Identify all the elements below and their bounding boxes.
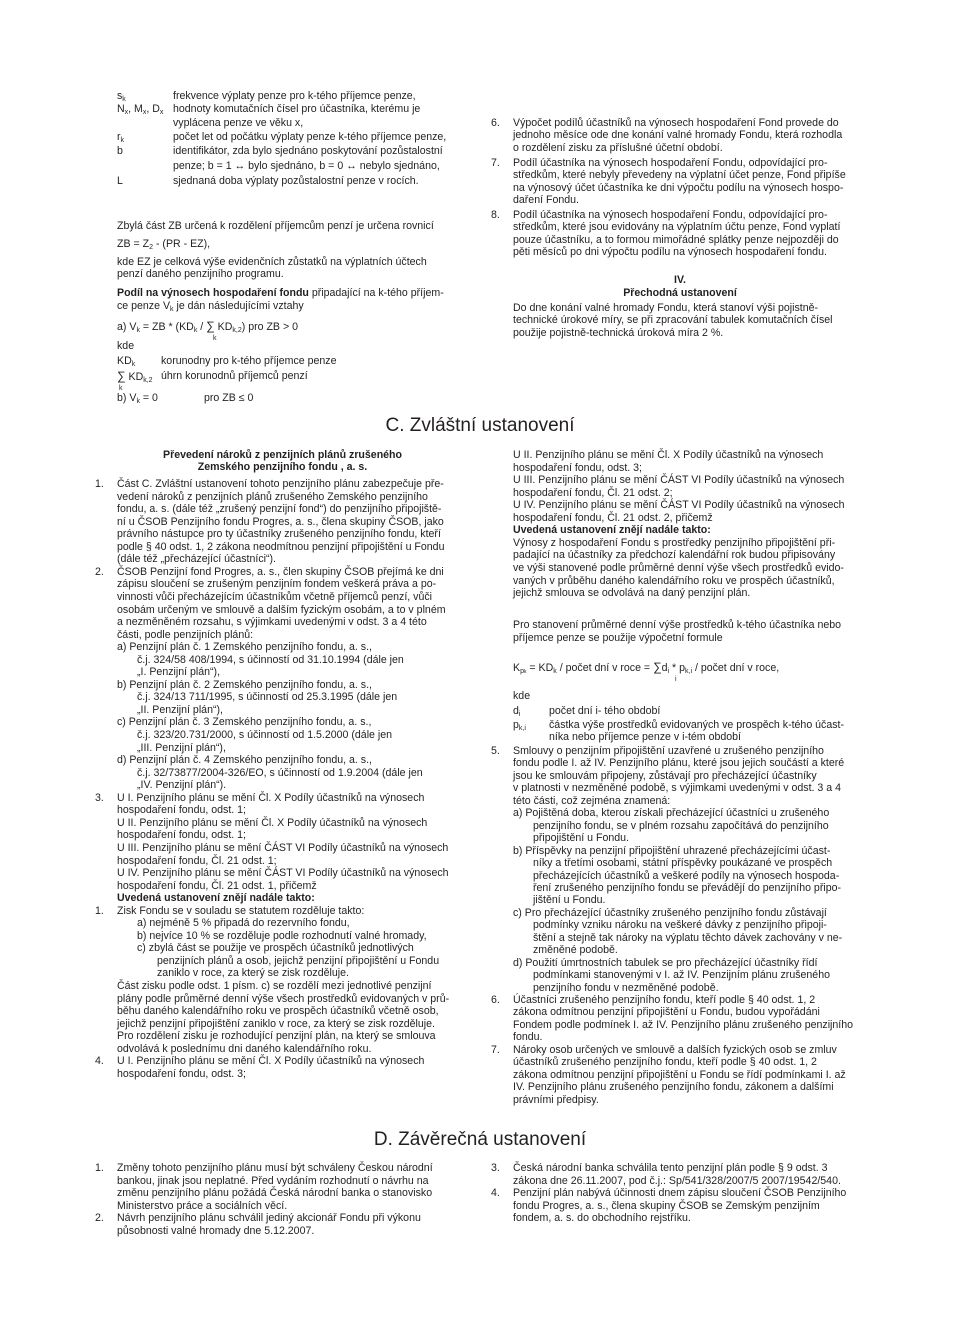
item-number: 2. <box>95 565 104 578</box>
symbol-definition-2: vyplácena penze ve věku x, <box>173 117 304 129</box>
zb-equation: ZB = $Z_2 - (PR - EZ)$, <box>117 238 211 251</box>
text-line: b) Příspěvky na penzijní připojištění uhrazené přecházejícími účast- <box>513 844 831 857</box>
symbol-1: $N_x$, $M_x$, $D_x$ <box>117 103 164 116</box>
text-line: ve výši stanovené podle průměrné denní výše všech prostředků evido- <box>513 561 844 574</box>
text-line: U II. Penzijního plánu se mění Čl. X Podíly účastníků na výnosech <box>513 449 824 461</box>
text-line: Fondem podle podmínek I. až IV. Penzijního plánu zrušeného penzijního <box>513 1018 854 1031</box>
text-line: U I. Penzijního plánu se mění Čl. X Podíly účastníků na výnosech <box>117 791 425 804</box>
sum-definition: úhrn korunodnů příjemců penzí <box>161 370 308 382</box>
text-line: jsou ke smlouvám připojeny, zůstávají pro přecházející účastníky <box>513 769 817 782</box>
text-line: jejichž penzijní připojištění zaniklo v roce, za který se zisk rozděluje. <box>117 1017 435 1030</box>
text-line: podmínky vzniku nároku na veškeré dávky z penzijního připoji- <box>533 919 827 932</box>
symbol-definition-6: sjednaná doba výplaty pozůstalostní penze v rocích. <box>173 175 419 187</box>
symbol-0: $s_k$ <box>117 90 126 103</box>
text-line: vaných v průběhu daného kalendářního roku ve prospěch účastníků, <box>513 574 835 587</box>
item-number: 3. <box>491 1162 500 1174</box>
subheading: Uvedená ustanovení znějí nadále takto: <box>117 892 315 905</box>
text-line: fondu Progres, a. s., člena skupiny ČSOB se Zemským penzijním <box>513 1199 820 1212</box>
text-line: a) Pojištěná doba, kterou získali přecházející účastníci u zrušeného <box>513 807 830 820</box>
text-line: ČSOB Penzijní fond Progres, a. s., člen skupiny ČSOB přejímá ke dni <box>117 565 444 578</box>
text-line: U IV. Penzijního plánu se mění ČÁST VI Podíly účastníků na výnosech <box>117 867 449 880</box>
text-line: změněné podobě. <box>533 944 618 957</box>
text-line: (dále též „přecházející účastníci“). <box>117 553 276 566</box>
sum-index: k <box>119 385 123 392</box>
text-line: vedení nároků z penzijních plánů zrušeného Zemského penzijního <box>117 490 428 503</box>
text-line: právního nástupce pro ty účastníky zrušeného penzijního fondu, kteří <box>117 528 441 541</box>
text-line: Účastníci zrušeného penzijního fondu, kteří podle § 40 odst. 1, 2 <box>513 994 816 1006</box>
text-line: plány podle průměrné denní výše všech prostředků evidovaných v prů- <box>117 992 450 1005</box>
item-number: 6. <box>491 117 500 129</box>
equation-a: a) $V_k$ = ZB * ($KD_k$ / ∑ $KD_{k,2}$) pro ZB > 0 <box>117 319 298 334</box>
text-line: této části, což zejména znamená: <box>513 794 671 807</box>
item-number: 8. <box>491 209 500 221</box>
text-line: Výnosy z hospodaření Fondu s prostředky penzijního připojištění při- <box>513 536 836 549</box>
definition-text: částka výše prostředků evidovaných ve prospěch k-tého účast- <box>549 719 845 731</box>
definition-text: počet dní i- tého období <box>549 705 661 717</box>
item-number: 2. <box>95 1212 104 1225</box>
text-line: fondu. <box>513 1031 543 1044</box>
text-line: fondem, a. s. do obchodního rejstříku. <box>513 1212 691 1225</box>
item-number: 1. <box>95 904 104 917</box>
equation-b-condition: pro ZB ≤ 0 <box>204 392 254 404</box>
text-line: v platnosti v nezměněné podobě, s výjimkami uvedenými v odst. 3 a 4 <box>513 782 841 795</box>
section-c-subtitle-2: Zemského penzijního fondu , a. s. <box>197 461 368 473</box>
text-line: podmínkami stanovenými v I. až IV. Penzijním plánu zrušeného <box>533 969 830 982</box>
text-line: přecházejících účastníků a veškeré podíly na výnosech hospoda- <box>533 869 840 882</box>
symbol-4: b <box>117 145 123 157</box>
section-iv-title: Přechodná ustanovení <box>623 287 737 299</box>
formula-index: i <box>675 676 677 683</box>
text-line: hospodaření fondu, odst. 1; <box>117 829 246 842</box>
section-c-subtitle-1: Převedení nároků z penzijních plánů zrušeného <box>163 449 402 461</box>
text-line: jištění u Fondu. <box>533 894 606 907</box>
kde-label: kde <box>117 340 135 352</box>
symbol-definition-0: frekvence výplaty penze pro k-tého příjemce penze, <box>173 90 416 102</box>
item-number: 1. <box>95 478 104 490</box>
text-line: padající na účastníky za předchozí kalendářní rok budou připisovány <box>513 549 836 562</box>
subheading: Uvedená ustanovení znějí nadále takto: <box>513 524 711 537</box>
text-line: b) nejvíce 10 % se rozděluje podle rozhodnutí valné hromady, <box>137 929 427 942</box>
text-line: Část zisku podle odst. 1 písm. c) se rozdělí mezi jednotlivé penzijní <box>117 980 432 992</box>
text-line: hospodaření fondu, Čl. 21 odst. 2; <box>513 486 673 499</box>
text-line: Návrh penzijního plánu schválil jediný akcionář Fondu při výkonu <box>117 1212 421 1225</box>
text-line: vinnosti vůči přecházejícím účastníkům včetně příjemců penzí, vůči <box>117 590 433 603</box>
podil-heading: Podíl na výnosech hospodaření fondu připadající na k-tého příjem- <box>117 287 444 299</box>
item-number: 7. <box>491 157 500 169</box>
text-line: podle § 40 odst. 1, 2 zákona neodmítnou penzijní připojištění u Fondu <box>117 540 445 553</box>
text-line: U II. Penzijního plánu se mění Čl. X Podíly účastníků na výnosech <box>117 816 428 829</box>
ez-text-2: penzí daného penzijního programu. <box>117 268 284 280</box>
text-line: běhu daného kalendářního roku ve prospěch účastníků včetně osob, <box>117 1005 439 1018</box>
text-line: U IV. Penzijního plánu se mění ČÁST VI Podíly účastníků na výnosech <box>513 499 845 512</box>
text-line: a) Penzijní plán č. 1 Zemského penzijního fondu, a. s., <box>117 641 372 654</box>
text-line: zaniklo v roce, za který se zisk rozděluje. <box>157 967 349 980</box>
text-line: hospodaření fondu, Čl. 21 odst. 1, přičemž <box>117 879 317 892</box>
text-line: pouze účastníku, a to formou mimořádné splátky penze nejpozději do <box>513 233 839 246</box>
text-line: U I. Penzijního plánu se mění Čl. X Podíly účastníků na výnosech <box>117 1055 425 1068</box>
symbol-definition-1: hodnoty komutačních čísel pro účastníka, kterému je <box>173 103 421 115</box>
text-line: Podíl účastníka na výnosech hospodaření Fondu, odpovídající pro- <box>513 157 828 169</box>
item-number: 3. <box>95 791 104 804</box>
kde-label-2: kde <box>513 690 531 702</box>
text-line: níky a třetími osobami, státní příspěvky poukázané ve prospěch <box>533 857 833 870</box>
text-line: zákona dne 26.11.2007, pod č.j.: Sp/541/328/2007/5 2007/19542/540. <box>513 1174 841 1187</box>
section-d-title: D. Závěrečná ustanovení <box>373 1129 587 1150</box>
text-line: „II. Penzijní plán“), <box>137 703 223 716</box>
kd-symbol: $KD_k$ <box>117 355 136 368</box>
text-line: d) Použití úmrtnostních tabulek se pro přecházející účastníky řídí <box>513 956 818 969</box>
text-line: „I. Penzijní plán“), <box>137 666 221 679</box>
ez-text-1: kde EZ je celková výše evidenčních zůstatků na výplatních účtech <box>117 256 427 268</box>
text-line: daření Fondu. <box>513 194 579 207</box>
text-line: a) nejméně 5 % připadá do rezervního fondu, <box>137 917 350 930</box>
text-line: hospodaření fondu, odst. 3; <box>117 1067 246 1080</box>
text-line: Do dne konání valné hromady Fondu, která stanoví výši pojistně- <box>513 302 819 314</box>
text-line: č.j. 324/13 711/1995, s účinností od 25.3.1995 (dále jen <box>137 691 398 704</box>
text-line: hospodaření fondu, odst. 1; <box>117 804 246 817</box>
text-line: Změny tohoto penzijního plánu musí být schváleny Českou národní <box>117 1162 433 1174</box>
zb-intro: Zbylá část ZB určená k rozdělení příjemcům penzí je určena rovnicí <box>117 220 434 232</box>
symbol-definition-5: penze; b = 1 ↔ bylo sjednáno, b = 0 ↔ nebylo sjednáno, <box>173 160 440 172</box>
section-iv-number: IV. <box>674 274 686 286</box>
definition-text: níka nebo příjemce penze v i-tém období <box>549 731 741 743</box>
kd-definition: korunodny pro k-tého příjemce penze <box>161 355 337 367</box>
text-line: Ministerstvo práce a sociálních věcí. <box>117 1199 288 1212</box>
text-line: bankou, jinak jsou neplatné. Před vydáním rozhodnutí o návrhu na <box>117 1174 429 1187</box>
text-line: zákona odmítnou penzijní připojištění u Fondu, budou vypořádáni <box>513 1006 820 1019</box>
text-line: zápisu sloučení se zrušeným penzijním fondem veškerá práva a po- <box>117 578 437 591</box>
text-line: štění a stejně tak nároky na výplatu těchto dávek zachovány v ne- <box>533 931 843 944</box>
text-line: „III. Penzijní plán“), <box>137 741 226 754</box>
text-line: odvolává k poslednímu dni daného kalendářního roku. <box>117 1042 372 1055</box>
text-line: c) Pro přecházející účastníky zrušeného penzijního fondu zůstávají <box>513 906 827 919</box>
item-number: 7. <box>491 1043 500 1056</box>
item-number: 4. <box>95 1055 104 1068</box>
item-number: 4. <box>491 1187 500 1200</box>
text-line: o rozdělení zisku za příslušné účetní období. <box>513 141 723 154</box>
text-line: jednoho měsíce ode dne konání valné hromady Fondu, která rozhodla <box>513 129 843 142</box>
text-line: zákona odmítnou penzijní připojištění u Fondu se řídí podmínkami I. až <box>513 1068 846 1081</box>
section-c-title: C. Zvláštní ustanovení <box>385 415 575 436</box>
text-line: c) zbylá část se použije ve prospěch účastníků jednotlivých <box>137 942 414 955</box>
text-line: a nezměněném rozsahu, s výjimkami uvedenými v odst. 3 a 4 této <box>117 616 427 629</box>
text-line: ní u ČSOB Penzijního fondu Progres, a. s., člena skupiny ČSOB, jako <box>117 515 444 528</box>
text-line: použije pojistně-technická úroková míra 2 %. <box>513 326 724 339</box>
text-line: hospodaření fondu, Čl. 21 odst. 1; <box>117 854 277 867</box>
text-line: ření zrušeného penzijního fondu se převádějí do penzijního připo- <box>533 881 842 894</box>
text-line: U III. Penzijního plánu se mění ČÁST VI Podíly účastníků na výnosech <box>513 474 845 487</box>
text-line: části, podle penzijních plánů: <box>117 628 254 641</box>
text-line: penzijních plánů a osob, jejichž penzijní připojištění u Fondu <box>157 954 440 967</box>
text-line: osobám určeným ve smlouvě a dalším fyzickým osobám, a to v plném <box>117 603 446 616</box>
definition-symbol: $d_i$ <box>513 705 521 718</box>
text-line: penzijního fondu v nezměněné podobě. <box>533 981 719 994</box>
text-line: fondu, a. s. (dále též „zrušený penzijní fond“) do penzijního připojiště- <box>117 503 442 516</box>
formula-intro-2: příjemce penze se použije výpočetní formule <box>513 632 723 644</box>
text-line: č.j. 323/20.731/2000, s účinností od 1.5.2000 (dále jen <box>137 729 393 741</box>
symbol-definition-4: identifikátor, zda bylo sjednáno poskytování pozůstalostní <box>173 145 443 157</box>
item-number: 5. <box>491 745 500 757</box>
text-line: jejichž smlouva se odvolává na daný penzijní plán. <box>513 587 751 600</box>
text-line: „IV. Penzijní plán“). <box>137 779 227 792</box>
text-line: změnu penzijního plánu požádá Česká národní banka o stanovisko <box>117 1187 433 1200</box>
text-line: č.j. 324/58 408/1994, s účinností od 31.10.1994 (dále jen <box>137 653 404 666</box>
daily-average-formula: $K_{pk} = KD_k$ / počet dní v roce = $\sum d_i * p_{k,i}$ / počet dní v roce, <box>513 660 780 675</box>
definition-symbol: $p_{k,i}$ <box>513 719 526 732</box>
text-line: fondu podle I. až IV. Penzijního plánu, které jsou jejich součástí a které <box>513 757 845 770</box>
text-line: Výpočet podílů účastníků na výnosech hospodaření Fond provede do <box>513 117 839 129</box>
text-line: účastníků zrušeného penzijního fondu, kteří podle § 40 odst. 1, 2 <box>513 1056 817 1069</box>
text-line: středkům, které nebyly převedeny na výplatní účet penze, Fond připíše <box>513 169 846 182</box>
text-line: č.j. 32/73877/2004-326/EO, s účinností od 1.9.2004 (dále jen <box>137 766 423 779</box>
item-number: 1. <box>95 1162 104 1174</box>
symbol-6: L <box>117 175 123 187</box>
symbol-3: $r_k$ <box>117 131 125 144</box>
text-line: b) Penzijní plán č. 2 Zemského penzijního fondu, a. s., <box>117 678 372 691</box>
text-line: středkům, které jsou evidovány na výplatním účtu penze, Fond vyplatí <box>513 221 841 234</box>
text-line: Pro rozdělení zisku je rozhodující penzijní plán, na který se smlouva <box>117 1030 436 1043</box>
item-number: 6. <box>491 994 500 1006</box>
text-line: na výnosový účet účastníka ke dni výpočtu podílu na výnosech hospo- <box>513 181 844 194</box>
podil-line-2: ce penze $V_k$ je dán následujícími vztahy <box>117 300 304 313</box>
text-line: působnosti valné hromady dne 5.12.2007. <box>117 1225 315 1237</box>
sum-symbol: ∑ $KD_{k,2}$ <box>117 369 153 384</box>
text-line: penzijního fondu, se v plném rozsahu započítává do penzijního <box>533 819 829 832</box>
text-line: Část C. Zvláštní ustanovení tohoto penzijního plánu zabezpečuje pře- <box>117 478 444 490</box>
text-line: c) Penzijní plán č. 3 Zemského penzijního fondu, a. s., <box>117 716 372 729</box>
text-line: d) Penzijní plán č. 4 Zemského penzijního fondu, a. s., <box>117 754 372 767</box>
text-line: hospodaření fondu, Čl. 21 odst. 2, přičemž <box>513 511 713 524</box>
text-line: právními předpisy. <box>513 1093 599 1106</box>
text-line: technické úrokové míry, se při zpracování tabulek komutačních čísel <box>513 314 833 327</box>
equation-a-index: k <box>213 335 217 342</box>
equation-b: b) $V_k = 0$ <box>117 392 158 405</box>
text-line: Zisk Fondu se v souladu se statutem rozděluje takto: <box>117 904 365 917</box>
symbol-definition-3: počet let od počátku výplaty penze k-tého příjemce penze, <box>173 131 447 143</box>
text-line: hospodaření fondu, odst. 3; <box>513 461 642 474</box>
text-line: Smlouvy o penzijním připojištění uzavřené u zrušeného penzijního <box>513 745 824 757</box>
formula-intro-1: Pro stanovení průměrné denní výše prostředků k-tého účastníka nebo <box>513 619 842 631</box>
text-line: Penzijní plán nabývá účinnosti dnem zápisu sloučení ČSOB Penzijního <box>513 1187 847 1200</box>
text-line: Česká národní banka schválila tento penzijní plán podle § 9 odst. 3 <box>513 1162 828 1174</box>
text-line: U III. Penzijního plánu se mění ČÁST VI Podíly účastníků na výnosech <box>117 841 449 854</box>
text-line: Nároky osob určených ve smlouvě a dalších fyzických osob se zmluv <box>513 1043 837 1056</box>
text-line: Podíl účastníka na výnosech hospodaření Fondu, odpovídající pro- <box>513 209 828 221</box>
text-line: připojištění u Fondu. <box>533 832 629 845</box>
text-line: pěti měsíců po dni výpočtu podílu na výnosech hospodaření fondu. <box>513 246 827 259</box>
text-line: IV. Penzijního plánu zrušeného penzijního fondu, zákonem a dalšími <box>513 1081 834 1094</box>
